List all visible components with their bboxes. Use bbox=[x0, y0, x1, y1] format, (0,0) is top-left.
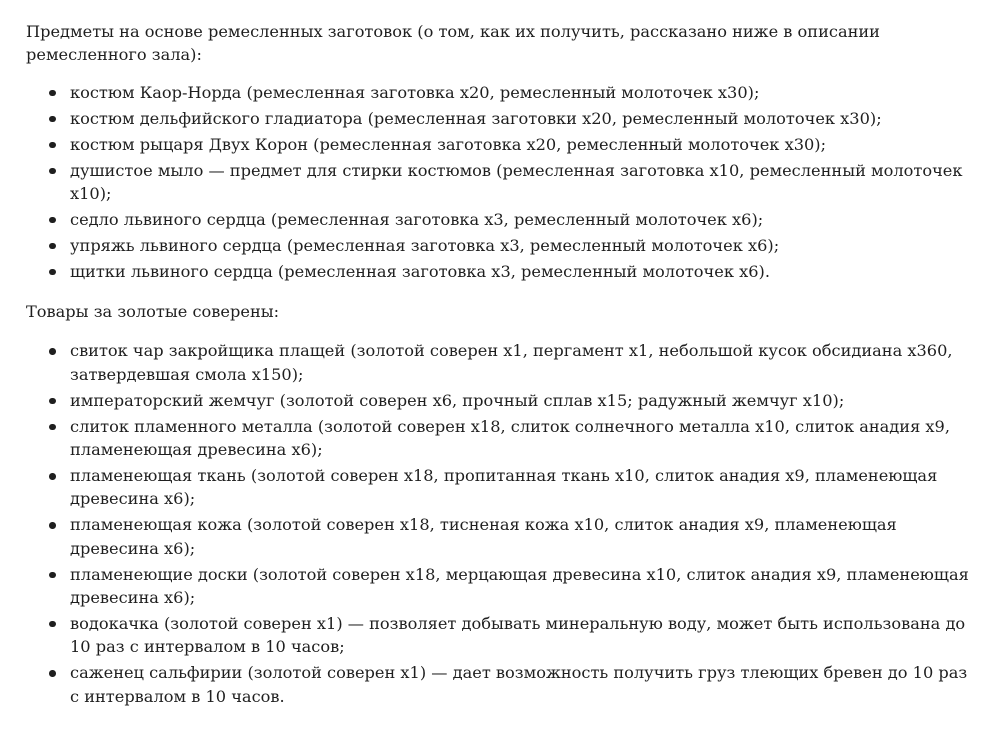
list-item-text: седло львиного сердца (ремесленная заготовка х3, ремесленный молоточек х6); bbox=[70, 209, 764, 229]
list-item-text: душистое мыло — предмет для стирки костюмов (ремесленная заготовка х10, ремесленный молоточек х10); bbox=[70, 160, 963, 203]
list-item bbox=[26, 513, 976, 560]
list-item bbox=[26, 464, 976, 511]
list-item bbox=[26, 563, 976, 610]
bullet-icon bbox=[49, 142, 56, 149]
list-item bbox=[26, 234, 976, 257]
list-item bbox=[26, 415, 976, 462]
list-item-text: свиток чар закройщика плащей (золотой соверен х1, пергамент х1, небольшой кусок обсидиана х360, затвердевшая смола х150); bbox=[70, 341, 953, 384]
article-body bbox=[26, 20, 976, 711]
list-item bbox=[26, 81, 976, 104]
sovereign-items-list bbox=[26, 339, 976, 708]
bullet-icon bbox=[49, 621, 56, 628]
list-item-text: щитки львиного сердца (ремесленная заготовка х3, ремесленный молоточек х6). bbox=[70, 261, 770, 281]
bullet-icon bbox=[49, 217, 56, 224]
bullet-icon bbox=[49, 424, 56, 431]
list-item-text: костюм Каор-Норда (ремесленная заготовка х20, ремесленный молоточек х30); bbox=[70, 82, 760, 102]
list-item-text: пламенеющие доски (золотой соверен х18, мерцающая древесина х10, слиток анадия х9, пламенеющая древесина х6); bbox=[70, 564, 969, 608]
list-item-text: пламенеющая кожа (золотой соверен х18, тисненая кожа х10, слиток анадия х9, пламенеющая древесина х6); bbox=[70, 515, 897, 558]
list-item bbox=[26, 661, 976, 708]
list-item bbox=[26, 133, 976, 156]
list-item bbox=[26, 339, 976, 386]
list-item-text: костюм дельфийского гладиатора (ремесленная заготовки х20, ремесленный молоточек х30); bbox=[70, 108, 882, 128]
crafting-items-list bbox=[26, 81, 976, 283]
bullet-icon bbox=[49, 522, 56, 529]
bullet-icon bbox=[49, 398, 56, 405]
bullet-icon bbox=[49, 473, 56, 480]
list-item-text: саженец сальфирии (золотой соверен х1) — дает возможность получить груз тлеющих бревен до 10 раз с интервалом в 10 часов. bbox=[70, 663, 968, 706]
section-intro-sovereigns: Товары за золотые соверены: bbox=[26, 302, 280, 322]
list-item-text: пламенеющая ткань (золотой соверен х18, пропитанная ткань х10, слиток анадия х9, пламенеющая древесина х6); bbox=[70, 466, 938, 509]
list-item-text: костюм рыцаря Двух Корон (ремесленная заготовка х20, ремесленный молоточек х30); bbox=[70, 134, 827, 154]
bullet-icon bbox=[49, 168, 56, 175]
list-item-text: упряжь львиного сердца (ремесленная заготовка х3, ремесленный молоточек х6); bbox=[70, 235, 780, 255]
list-item bbox=[26, 208, 976, 231]
bullet-icon bbox=[49, 116, 56, 123]
list-item-text: императорский жемчуг (золотой соверен х6, прочный сплав х15; радужный жемчуг х10); bbox=[70, 390, 845, 410]
bullet-icon bbox=[49, 243, 56, 250]
list-item bbox=[26, 260, 976, 283]
bullet-icon bbox=[49, 90, 56, 97]
list-item bbox=[26, 389, 976, 412]
list-item-text: слиток пламенного металла (золотой соверен х18, слиток солнечного металла х10, слиток анадия х9, пламенеющая древесина х6); bbox=[70, 416, 950, 460]
bullet-icon bbox=[49, 670, 56, 677]
list-item bbox=[26, 612, 976, 659]
bullet-icon bbox=[49, 572, 56, 579]
bullet-icon bbox=[49, 269, 56, 276]
bullet-icon bbox=[49, 348, 56, 355]
list-item bbox=[26, 159, 976, 206]
list-item bbox=[26, 107, 976, 130]
section-intro-crafting: Предметы на основе ремесленных заготовок (о том, как их получить, рассказано ниже в описании ремесленного зала): bbox=[26, 22, 880, 65]
list-item-text: водокачка (золотой соверен х1) — позволяет добывать минеральную воду, может быть использована до 10 раз с интервалом в 10 часов; bbox=[70, 613, 966, 657]
